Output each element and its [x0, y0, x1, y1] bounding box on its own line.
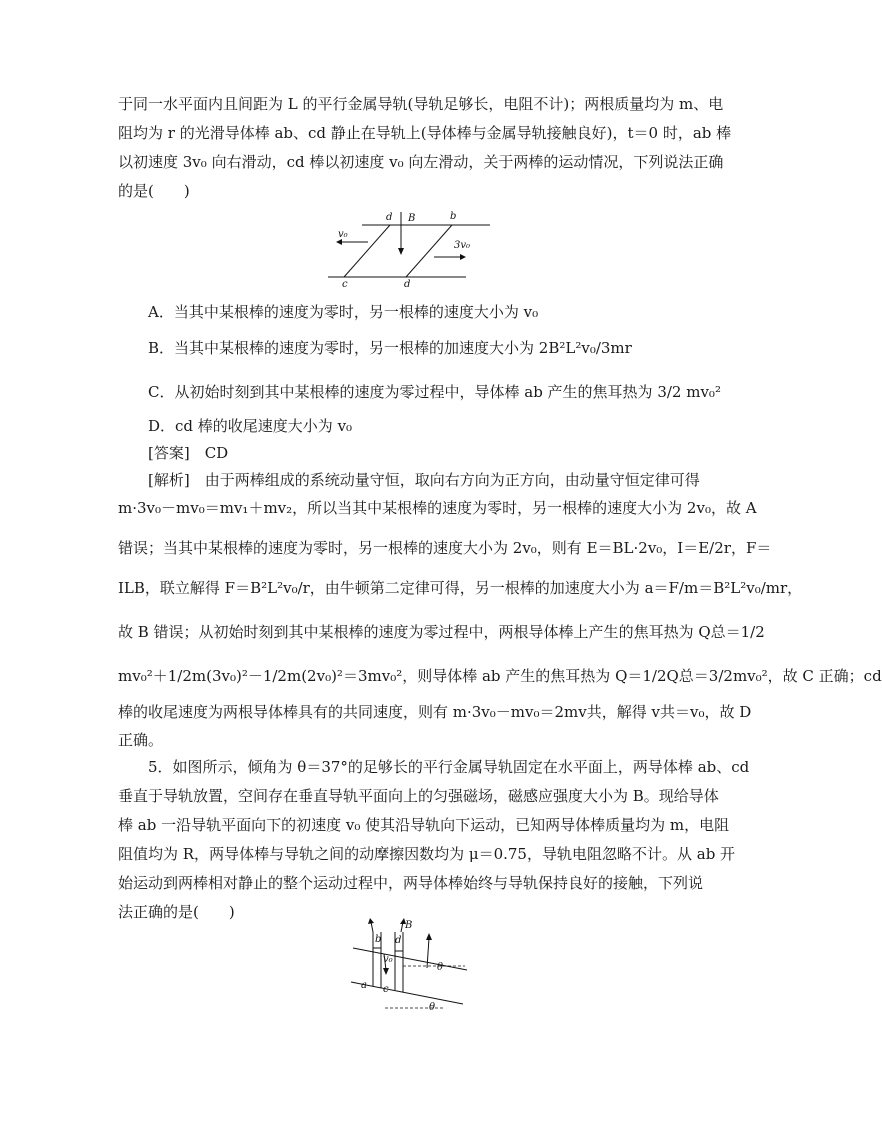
q5-stem-line-1: 5．如图所示，倾角为 θ＝37°的足够长的平行金属导轨固定在水平面上，两导体棒 ab、cd	[148, 758, 750, 776]
q4-fig-label-d-top: d	[386, 212, 393, 223]
q4-fig-label-c-bottom: c	[342, 279, 348, 290]
q4-fig-label-3v0: 3v₀	[454, 240, 471, 251]
q5-fig-label-theta-bottom: θ	[429, 1002, 436, 1013]
q4-stem-line-3: 以初速度 3v₀ 向右滑动，cd 棒以初速度 v₀ 向左滑动，关于两棒的运动情况，下列说法正确	[118, 153, 724, 171]
q4-option-d: D．cd 棒的收尾速度大小为 v₀	[148, 417, 353, 435]
q4-analysis-line-6: mv₀²＋1/2m(3v₀)²－1/2m(2v₀)²＝3mv₀²，则导体棒 ab 产生的焦耳热为 Q＝1/2Q总＝3/2mv₀²，故 C 正确；cd	[118, 667, 882, 685]
q4-option-a: A．当其中某根棒的速度为零时，另一根棒的速度大小为 v₀	[148, 303, 539, 321]
q4-analysis-line-3: 错误；当其中某根棒的速度为零时，另一根棒的速度大小为 2v₀，则有 E＝BL·2v₀，I＝E/2r，F＝	[118, 539, 772, 557]
q4-fig-label-d-bottom: d	[404, 279, 411, 290]
q5-figure	[345, 918, 470, 1016]
q4-analysis-line-2: m·3v₀－mv₀＝mv₁＋mv₂，所以当其中某根棒的速度为零时，另一根棒的速度大小为 2v₀，故 A	[118, 499, 757, 517]
q5-fig-label-c: c	[383, 984, 389, 995]
q4-fig-label-v0: v₀	[338, 229, 348, 240]
q5-fig-label-v0: v₀	[383, 954, 393, 965]
q5-fig-label-theta-top: θ	[437, 962, 444, 973]
q4-analysis-line-7: 棒的收尾速度为两根导体棒具有的共同速度，则有 m·3v₀－mv₀＝2mv共，解得 v共＝v₀，故 D	[118, 703, 752, 721]
q5-fig-label-B: B	[405, 920, 413, 931]
q4-stem-line-2: 阻均为 r 的光滑导体棒 ab、cd 静止在导轨上(导体棒与金属导轨接触良好)，t＝0 时，ab 棒	[118, 124, 732, 142]
q4-option-c: C．从初始时刻到其中某根棒的速度为零过程中，导体棒 ab 产生的焦耳热为 3/2 mv₀²	[148, 383, 721, 401]
q4-analysis-line-1: [解析] 由于两棒组成的系统动量守恒，取向右方向为正方向，由动量守恒定律可得	[148, 471, 700, 489]
q4-stem-line-1: 于同一水平面内且间距为 L 的平行金属导轨(导轨足够长，电阻不计)；两根质量均为 m、电	[118, 95, 724, 113]
q4-figure	[322, 208, 492, 288]
q4-fig-label-B: B	[408, 213, 416, 224]
q5-stem-line-4: 阻值均为 R，两导体棒与导轨之间的动摩擦因数均为 μ＝0.75，导轨电阻忽略不计。从 ab 开	[118, 845, 736, 863]
q5-stem-line-5: 始运动到两棒相对静止的整个运动过程中，两导体棒始终与导轨保持良好的接触，下列说	[118, 874, 704, 892]
q5-stem-line-2: 垂直于导轨放置，空间存在垂直导轨平面向上的匀强磁场，磁感应强度大小为 B。现给导体	[118, 787, 719, 805]
q5-stem-line-3: 棒 ab 一沿导轨平面向下的初速度 v₀ 使其沿导轨向下运动，已知两导体棒质量均为 m，电阻	[118, 816, 730, 834]
q4-stem-line-4: 的是( )	[118, 182, 190, 200]
q4-analysis-line-4: ILB，联立解得 F＝B²L²v₀/r，由牛顿第二定律可得，另一根棒的加速度大小为 a＝F/m＝B²L²v₀/mr，	[118, 579, 803, 597]
q4-analysis-line-8: 正确。	[118, 731, 164, 749]
q4-answer: [答案] CD	[148, 444, 229, 462]
q4-analysis-line-5: 故 B 错误；从初始时刻到其中某根棒的速度为零过程中，两根导体棒上产生的焦耳热为 Q总＝1/2	[118, 623, 765, 641]
q5-stem-line-6: 法正确的是( )	[118, 903, 235, 921]
q4-option-b: B．当其中某根棒的速度为零时，另一根棒的加速度大小为 2B²L²v₀/3mr	[148, 339, 632, 357]
q5-fig-label-b: b	[375, 934, 382, 945]
q4-fig-label-b-top: b	[450, 211, 457, 222]
q5-fig-label-a: a	[361, 980, 367, 991]
q5-fig-label-d: d	[395, 935, 402, 946]
